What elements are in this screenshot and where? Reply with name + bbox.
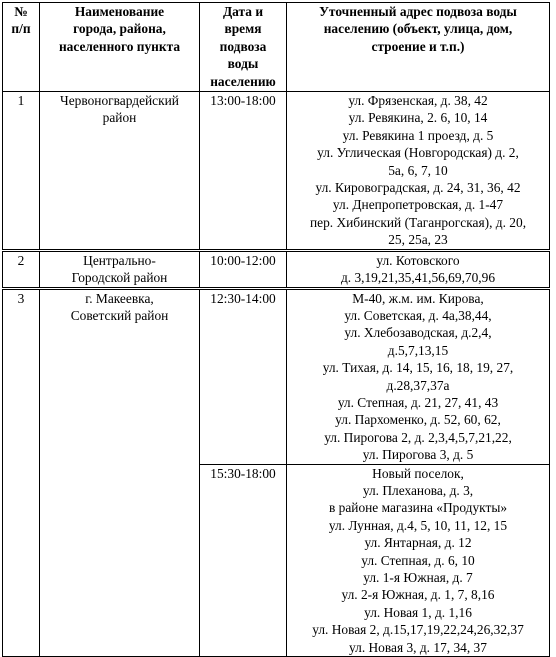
address-line: ул. Ревякина 1 проезд, д. 5 <box>342 127 494 143</box>
address-list <box>287 92 550 251</box>
address-line: ул. Лунная, д.4, 5, 10, 11, 12, 15 <box>328 517 508 533</box>
address-line: ул. Новая 1, д. 1,16 <box>364 604 472 620</box>
address-line: ул. Пирогова 2, д. 2,3,4,5,7,21,22, <box>324 429 512 445</box>
row-number: 3 <box>3 288 40 657</box>
row-number: 1 <box>3 92 40 251</box>
table-row <box>3 250 550 288</box>
address-list <box>287 464 550 656</box>
address-line: ул. Кировоградская, д. 24, 31, 36, 42 <box>315 180 521 196</box>
address-line: ул. Тихая, д. 14, 15, 16, 18, 19, 27, <box>322 360 514 376</box>
row-number: 2 <box>3 250 40 288</box>
address-line: ул. 2-я Южная, д. 1, 7, 8,16 <box>341 587 495 603</box>
delivery-time: 12:30-14:00 <box>200 288 287 464</box>
address-line: ул. Днепропетровская, д. 1-47 <box>332 197 504 213</box>
address-line: ул. Янтарная, д. 12 <box>364 535 472 551</box>
address-line: ул. Пархоменко, д. 52, 60, 62, <box>335 412 501 428</box>
water-delivery-schedule-document <box>2 2 550 657</box>
table-row <box>3 92 550 251</box>
address-line: пер. Хибинский (Таганрогская), д. 20, <box>309 214 527 230</box>
address-line: ул. Степная, д. 6, 10 <box>361 552 475 568</box>
district-name: г. Макеевка, Советский район <box>40 288 200 657</box>
delivery-time: 10:00-12:00 <box>200 250 287 288</box>
address-line: Новый поселок, <box>372 465 464 481</box>
address-line: д. 3,19,21,35,41,56,69,70,96 <box>340 270 496 286</box>
address-line: ул. Хлебозаводская, д.2,4, <box>344 325 492 341</box>
address-line: ул. Котовского <box>376 252 460 268</box>
address-line: ул. Степная, д. 21, 27, 41, 43 <box>337 394 499 410</box>
header-time: Дата и время подвоза воды населению <box>200 3 287 92</box>
table-row <box>3 288 550 464</box>
address-line: д.28,37,37а <box>386 377 450 393</box>
address-line: д.5,7,13,15 <box>387 342 449 358</box>
address-list <box>287 250 550 288</box>
address-line: ул. Советская, д. 4а,38,44, <box>344 307 492 323</box>
address-line: ул. 1-я Южная, д. 7 <box>363 570 473 585</box>
header-name: Наименование города, района, населенного пункта <box>40 3 200 92</box>
district-name: Червоногвардейский район <box>40 92 200 251</box>
address-line: М-40, ж.м. им. Кирова, <box>352 290 484 306</box>
header-address: Уточненный адрес подвоза воды населению (объект, улица, дом, строение и т.п.) <box>287 3 550 92</box>
address-line: ул. Плеханова, д. 3, <box>362 482 474 498</box>
address-line: в районе магазина «Продукты» <box>328 500 508 516</box>
address-line: 5а, 6, 7, 10 <box>388 162 448 178</box>
header-num: № п/п <box>3 3 40 92</box>
address-list <box>287 288 550 464</box>
delivery-time: 15:30-18:00 <box>200 464 287 656</box>
address-line: ул. Ревякина, 2. 6, 10, 14 <box>348 110 488 126</box>
address-line: ул. Углическая (Новгородская) д. 2, <box>317 145 519 161</box>
address-line: ул. Новая 2, д.15,17,19,22,24,26,32,37 <box>312 622 524 638</box>
address-line: 25, 25а, 23 <box>388 232 448 248</box>
address-line: ул. Новая 3, д. 17, 34, 37 <box>349 639 487 655</box>
delivery-time: 13:00-18:00 <box>200 92 287 251</box>
address-line: ул. Пирогова 3, д. 5 <box>362 447 474 463</box>
water-delivery-table <box>2 2 550 657</box>
address-line: ул. Фрязенская, д. 38, 42 <box>348 93 488 109</box>
district-name: Центрально- Городской район <box>40 250 200 288</box>
table-header-row <box>3 3 550 92</box>
